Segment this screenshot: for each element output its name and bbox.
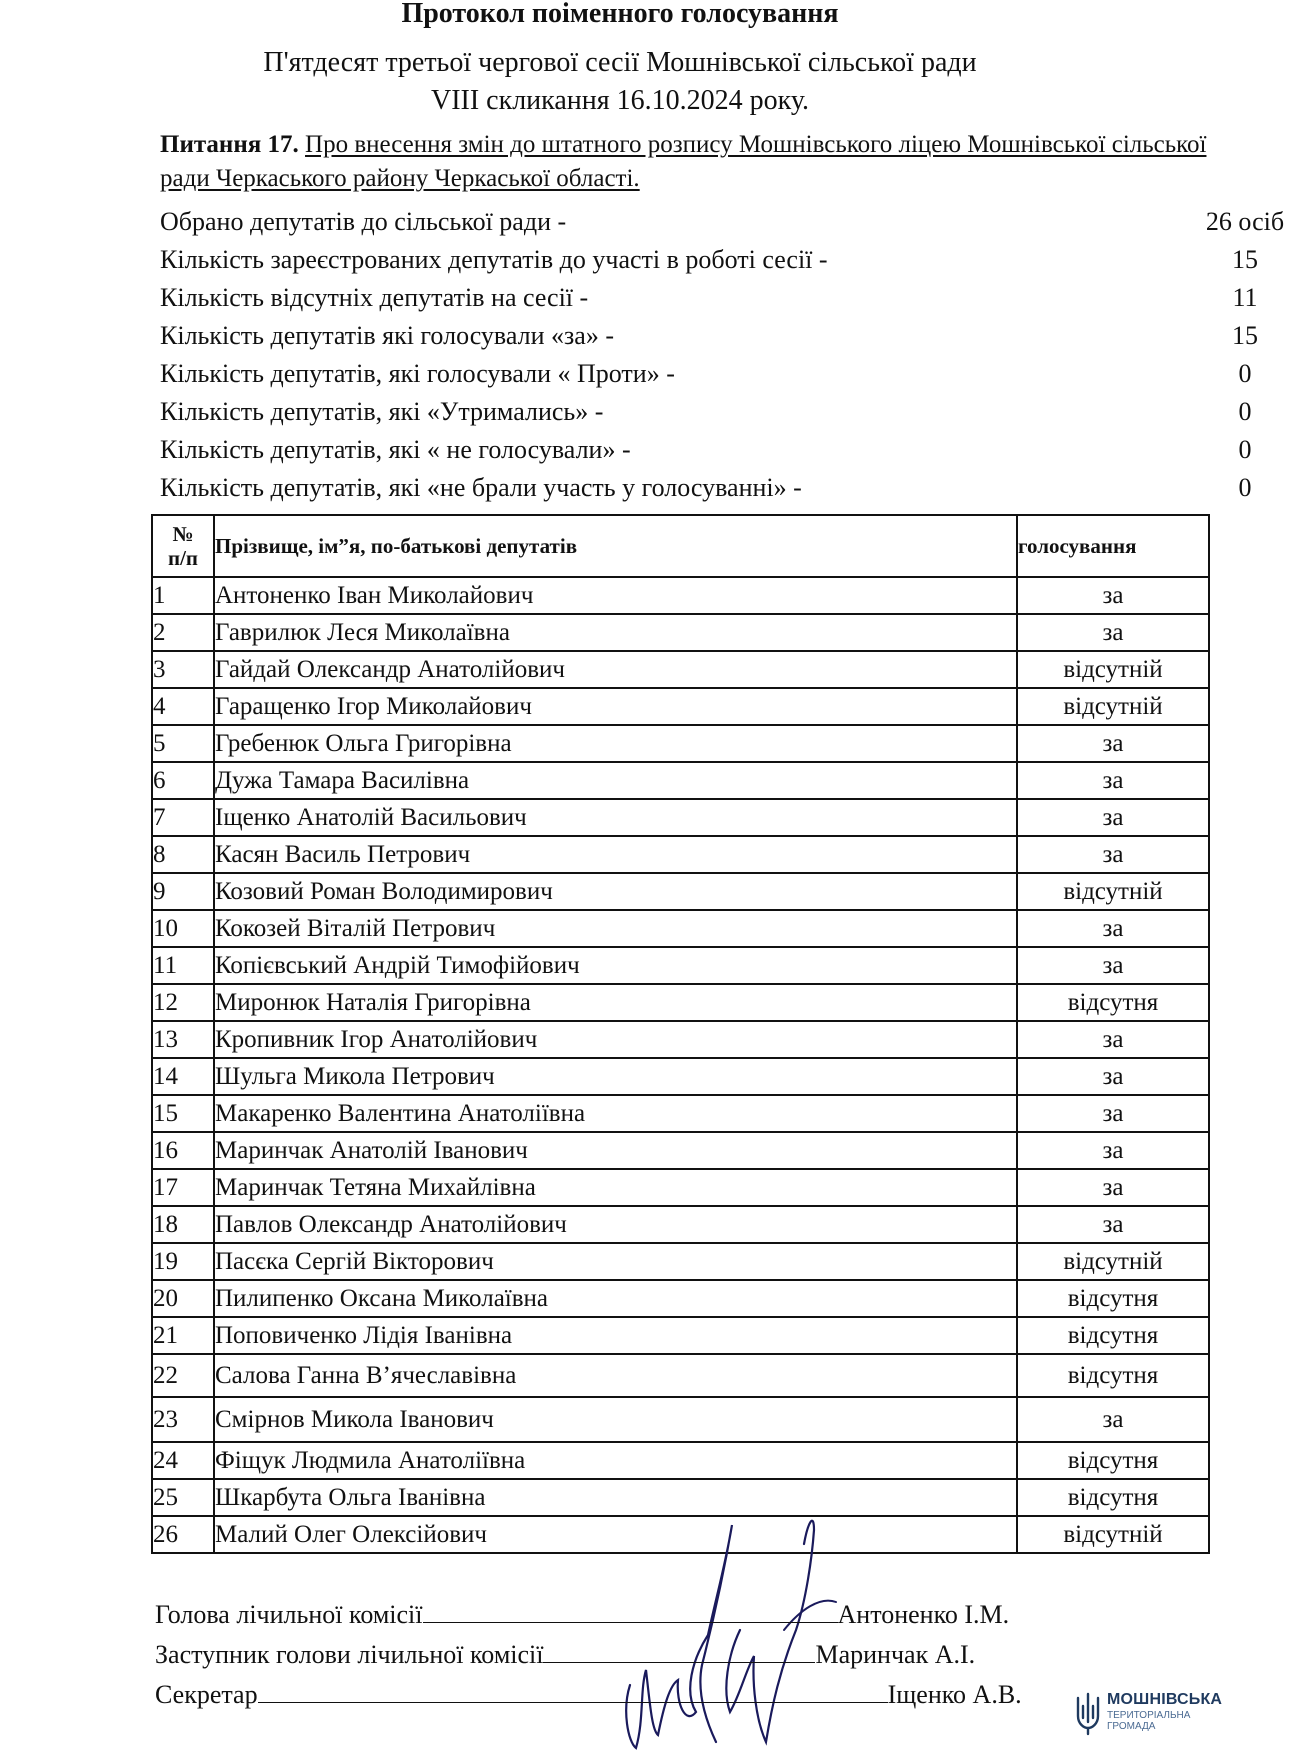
vote-result: відсутня	[1017, 1354, 1209, 1397]
row-number: 5	[152, 725, 214, 762]
deputy-name: Кропивник Ігор Анатолійович	[214, 1021, 1017, 1058]
table-row	[152, 1132, 1209, 1169]
deputy-name: Антоненко Іван Миколайович	[214, 577, 1017, 614]
table-row	[152, 651, 1209, 688]
table-row	[152, 1206, 1209, 1243]
agenda-question	[160, 128, 1212, 196]
community-logo	[1074, 1690, 1224, 1746]
deputy-name: Малий Олег Олексійович	[214, 1516, 1017, 1553]
vote-result: відсутній	[1017, 873, 1209, 910]
signature-deputy	[155, 1640, 975, 1670]
stat-row	[160, 435, 1252, 473]
vote-result: за	[1017, 1095, 1209, 1132]
logo-brand: МОШНІВСЬКА	[1107, 1691, 1223, 1708]
stat-value: 0	[1238, 435, 1252, 464]
vote-result: відсутня	[1017, 1317, 1209, 1354]
table-row	[152, 1095, 1209, 1132]
row-number: 14	[152, 1058, 214, 1095]
vote-result: відсутня	[1017, 1479, 1209, 1516]
deputy-name: Гайдай Олександр Анатолійович	[214, 651, 1017, 688]
table-row	[152, 1354, 1209, 1397]
deputy-name: Дужа Тамара Василівна	[214, 762, 1017, 799]
stat-value: 0	[1238, 473, 1252, 502]
deputy-name: Кокозей Віталій Петрович	[214, 910, 1017, 947]
deputy-name: Миронюк Наталія Григорівна	[214, 984, 1017, 1021]
vote-result: відсутня	[1017, 984, 1209, 1021]
row-number: 19	[152, 1243, 214, 1280]
stat-value: 15	[1232, 245, 1258, 274]
trident-icon	[1074, 1692, 1102, 1736]
table-row	[152, 836, 1209, 873]
deputy-name: Маринчак А.І.	[815, 1640, 976, 1669]
table-row	[152, 577, 1209, 614]
deputy-name: Гаращенко Ігор Миколайович	[214, 688, 1017, 725]
vote-result: за	[1017, 614, 1209, 651]
table-row	[152, 799, 1209, 836]
roll-call-table	[151, 514, 1210, 1554]
stat-row	[160, 473, 1252, 511]
table-header-row	[152, 515, 1209, 577]
secretary-label: Секретар	[155, 1680, 258, 1709]
row-number: 15	[152, 1095, 214, 1132]
vote-result: за	[1017, 762, 1209, 799]
vote-result: за	[1017, 910, 1209, 947]
row-number: 3	[152, 651, 214, 688]
table-row	[152, 725, 1209, 762]
deputy-name: Іщенко Анатолій Васильович	[214, 799, 1017, 836]
deputy-name: Пасєка Сергій Вікторович	[214, 1243, 1017, 1280]
stat-label: Кількість депутатів, які « не голосували» -	[160, 435, 631, 464]
convocation-line: VIII скликання 16.10.2024 року.	[430, 85, 810, 116]
header-name: Прізвище, ім”я, по-батькові депутатів	[214, 515, 1017, 577]
row-number: 22	[152, 1354, 214, 1397]
stat-label: Кількість депутатів, які «не брали участь у голосуванні» -	[160, 473, 802, 502]
row-number: 18	[152, 1206, 214, 1243]
header-vote: голосування	[1017, 515, 1209, 577]
row-number: 7	[152, 799, 214, 836]
stat-label: Кількість депутатів які голосували «за» -	[160, 321, 614, 350]
table-row	[152, 947, 1209, 984]
question-text: Про внесення змін до штатного розпису Мошнівського ліцею Мошнівської сільської ради Черкаського району Черкаської області.	[160, 131, 1207, 192]
table-row	[152, 688, 1209, 725]
vote-result: відсутній	[1017, 1243, 1209, 1280]
stat-row	[160, 397, 1252, 435]
deputy-name: Гребенюк Ольга Григорівна	[214, 725, 1017, 762]
header-number-line2: п/п	[167, 546, 199, 570]
stat-row	[160, 321, 1258, 359]
header-number-line1: №	[172, 522, 194, 546]
row-number: 25	[152, 1479, 214, 1516]
secretary-name: Іщенко А.В.	[887, 1680, 1022, 1709]
row-number: 20	[152, 1280, 214, 1317]
row-number: 8	[152, 836, 214, 873]
deputy-name: Макаренко Валентина Анатоліївна	[214, 1095, 1017, 1132]
stat-value: 11	[1232, 283, 1258, 312]
table-row	[152, 910, 1209, 947]
table-row	[152, 614, 1209, 651]
table-row	[152, 762, 1209, 799]
table-row	[152, 1442, 1209, 1479]
deputy-name: Маринчак Тетяна Михайлівна	[214, 1169, 1017, 1206]
table-row	[152, 1317, 1209, 1354]
row-number: 23	[152, 1397, 214, 1442]
vote-result: за	[1017, 725, 1209, 762]
document-title: Протокол поіменного голосування	[401, 0, 839, 29]
deputy-name: Салова Ганна В’ячеславівна	[214, 1354, 1017, 1397]
deputy-name: Копієвський Андрій Тимофійович	[214, 947, 1017, 984]
stat-value: 0	[1238, 359, 1252, 388]
row-number: 26	[152, 1516, 214, 1553]
stat-value: 26 осіб	[1205, 207, 1285, 236]
vote-result: за	[1017, 1132, 1209, 1169]
stat-value: 0	[1238, 397, 1252, 426]
deputy-name: Шкарбута Ольга Іванівна	[214, 1479, 1017, 1516]
vote-result: за	[1017, 836, 1209, 873]
logo-subtitle: ТЕРИТОРІАЛЬНА ГРОМАДА	[1107, 1710, 1191, 1732]
row-number: 12	[152, 984, 214, 1021]
stat-row	[160, 245, 1258, 283]
stat-value: 15	[1232, 321, 1258, 350]
question-label: Питання 17.	[160, 131, 299, 158]
stat-row	[160, 207, 1285, 245]
vote-result: відсутній	[1017, 688, 1209, 725]
table-row	[152, 1169, 1209, 1206]
vote-result: відсутня	[1017, 1280, 1209, 1317]
deputy-name: Фіщук Людмила Анатоліївна	[214, 1442, 1017, 1479]
signature-secretary	[155, 1680, 1022, 1710]
row-number: 17	[152, 1169, 214, 1206]
vote-statistics	[160, 207, 1285, 511]
row-number: 11	[152, 947, 214, 984]
table-row	[152, 1397, 1209, 1442]
row-number: 13	[152, 1021, 214, 1058]
vote-result: за	[1017, 577, 1209, 614]
row-number: 21	[152, 1317, 214, 1354]
row-number: 4	[152, 688, 214, 725]
deputy-name: Смірнов Микола Іванович	[214, 1397, 1017, 1442]
deputy-name: Пилипенко Оксана Миколаївна	[214, 1280, 1017, 1317]
signature-chair	[155, 1600, 1009, 1630]
stat-row	[160, 359, 1252, 397]
row-number: 9	[152, 873, 214, 910]
row-number: 1	[152, 577, 214, 614]
table-row	[152, 873, 1209, 910]
vote-result: за	[1017, 1397, 1209, 1442]
stat-label: Обрано депутатів до сільської ради -	[160, 207, 567, 236]
table-body	[152, 577, 1209, 1553]
vote-result: відсутній	[1017, 1516, 1209, 1553]
vote-result: за	[1017, 1206, 1209, 1243]
session-line: П'ятдесят третьої чергової сесії Мошнівської сільської ради	[263, 47, 977, 78]
table-row	[152, 1243, 1209, 1280]
deputy-name: Шульга Микола Петрович	[214, 1058, 1017, 1095]
chair-name: Антоненко І.М.	[837, 1600, 1010, 1629]
stat-label: Кількість депутатів, які голосували « Проти» -	[160, 359, 675, 388]
table-row	[152, 1021, 1209, 1058]
stat-label: Кількість зареєстрованих депутатів до участі в роботі сесії -	[160, 245, 828, 274]
deputy-name: Гаврилюк Леся Миколаївна	[214, 614, 1017, 651]
row-number: 2	[152, 614, 214, 651]
deputy-label: Заступник голови лічильної комісії	[155, 1640, 544, 1669]
vote-result: за	[1017, 1058, 1209, 1095]
vote-result: за	[1017, 947, 1209, 984]
row-number: 10	[152, 910, 214, 947]
table-row	[152, 984, 1209, 1021]
deputy-name: Павлов Олександр Анатолійович	[214, 1206, 1017, 1243]
row-number: 6	[152, 762, 214, 799]
vote-result: за	[1017, 1169, 1209, 1206]
vote-result: відсутній	[1017, 651, 1209, 688]
header-number	[152, 515, 214, 577]
stat-row	[160, 283, 1258, 321]
vote-result: за	[1017, 1021, 1209, 1058]
chair-label: Голова лічильної комісії	[155, 1600, 423, 1629]
deputy-name: Касян Василь Петрович	[214, 836, 1017, 873]
table-row	[152, 1280, 1209, 1317]
vote-result: за	[1017, 799, 1209, 836]
deputy-name: Маринчак Анатолій Іванович	[214, 1132, 1017, 1169]
deputy-name: Козовий Роман Володимирович	[214, 873, 1017, 910]
vote-result: відсутня	[1017, 1442, 1209, 1479]
stat-label: Кількість відсутніх депутатів на сесії -	[160, 283, 589, 312]
table-row	[152, 1058, 1209, 1095]
deputy-name: Поповиченко Лідія Іванівна	[214, 1317, 1017, 1354]
stat-label: Кількість депутатів, які «Утримались» -	[160, 397, 604, 426]
row-number: 16	[152, 1132, 214, 1169]
row-number: 24	[152, 1442, 214, 1479]
